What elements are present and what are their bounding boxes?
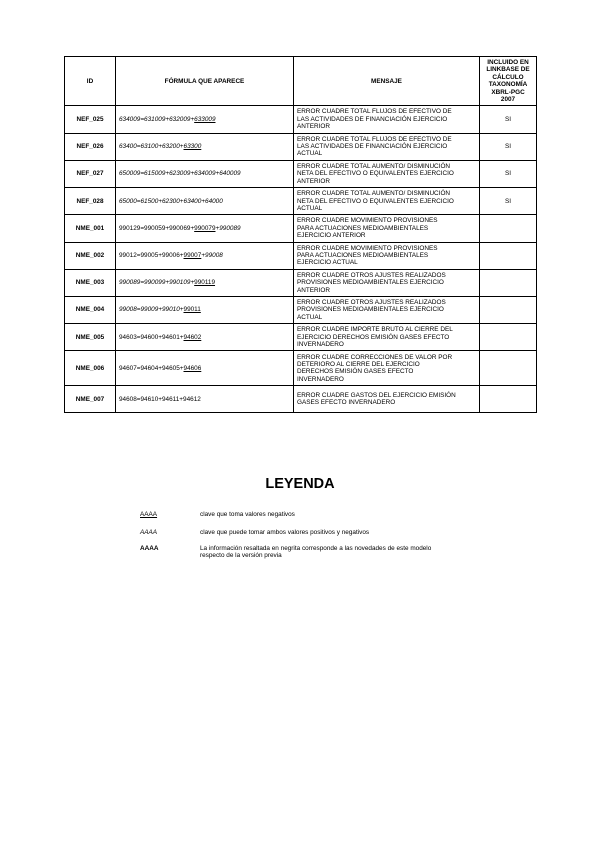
row-message	[294, 215, 480, 242]
row-formula	[116, 106, 294, 133]
row-id: NEF_026	[65, 133, 116, 160]
row-id: NEF_025	[65, 106, 116, 133]
row-included	[480, 215, 537, 242]
row-id: NME_007	[65, 386, 116, 413]
row-formula	[116, 324, 294, 351]
row-included	[480, 386, 537, 413]
legend-key: AAAA	[140, 511, 158, 518]
legend-description	[200, 529, 480, 536]
legend-description-line: respecto de la versión previa	[200, 552, 282, 560]
formula-segment: 63400=63100+63200+	[119, 143, 184, 151]
message-line: PARA ACTUACIONES MEDIOAMBIENTALES	[297, 251, 429, 259]
row-included	[480, 242, 537, 269]
row-message	[294, 351, 480, 386]
row-formula	[116, 296, 294, 323]
message-line: INVERNADERO	[297, 341, 344, 348]
message-line: ACTUAL	[297, 204, 323, 212]
legend-title: LEYENDA	[265, 476, 335, 492]
row-id: NME_003	[65, 269, 116, 296]
message-line: NETA DEL EFECTIVO O EQUIVALENTES EJERCICIO	[297, 197, 454, 205]
table-row	[65, 296, 537, 323]
formula-segment: 94607=94604+94605+	[119, 364, 184, 372]
formula-segment: 94606	[183, 364, 202, 372]
message-line: ERROR CUADRE TOTAL AUMENTO/ DISMINUCIÓN	[297, 190, 451, 198]
table-row	[65, 242, 537, 269]
row-id: NME_001	[65, 215, 116, 242]
message-line: EJERCICIO ANTERIOR	[297, 232, 366, 240]
message-line: EJERCICIO DERECHOS EMISIÓN GASES EFECTO	[297, 333, 450, 341]
message-line: ACTUAL	[297, 313, 323, 321]
row-included	[480, 324, 537, 351]
row-formula	[116, 160, 294, 187]
row-formula	[116, 269, 294, 296]
row-included: SI	[480, 106, 537, 133]
header-message: MENSAJE	[294, 57, 480, 106]
message-line: ERROR CUADRE CORRECCIONES DE VALOR POR	[297, 353, 453, 361]
message-line: ANTERIOR	[297, 286, 331, 294]
row-message	[294, 386, 480, 413]
formula-segment: 990129=990059+990069+	[119, 224, 195, 232]
row-message	[294, 242, 480, 269]
row-message	[294, 296, 480, 323]
message-line: ERROR CUADRE GASTOS DEL EJERCICIO EMISIÓN	[297, 392, 456, 399]
table-row	[65, 106, 537, 133]
formula-segment: +99008	[201, 251, 223, 259]
table-row	[65, 351, 537, 386]
message-line: PROVISIONES MEDIOAMBIENTALES EJERCICIO	[297, 279, 444, 287]
row-id: NME_006	[65, 351, 116, 386]
row-message	[294, 188, 480, 215]
row-formula	[116, 351, 294, 386]
row-included	[480, 269, 537, 296]
legend-description-line: clave que puede tomar ambos valores positivos y negativos	[200, 529, 370, 536]
table-row	[65, 215, 537, 242]
row-message	[294, 269, 480, 296]
formula-segment: 990079	[194, 224, 216, 232]
formula-segment: 990119	[194, 279, 216, 287]
table-row	[65, 188, 537, 215]
formula-segment: +990089	[215, 224, 241, 232]
row-formula	[116, 386, 294, 413]
legend-description	[200, 545, 480, 560]
message-line: ERROR CUADRE MOVIMIENTO PROVISIONES	[297, 244, 438, 252]
row-included	[480, 351, 537, 386]
row-id: NME_002	[65, 242, 116, 269]
message-line: ERROR CUADRE OTROS AJUSTES REALIZADOS	[297, 271, 446, 279]
message-line: DETERIORO AL CIERRE DEL EJERCICIO	[297, 361, 420, 368]
formula-segment: 65000=61500+62300+63400+64000	[119, 197, 223, 205]
message-line: ERROR CUADRE MOVIMIENTO PROVISIONES	[297, 217, 438, 225]
row-message	[294, 324, 480, 351]
message-line: ERROR CUADRE TOTAL FLUJOS DE EFECTIVO DE	[297, 135, 452, 143]
formula-segment: 650009=615009+623009+634009+640009	[119, 170, 241, 178]
message-line: PARA ACTUACIONES MEDIOAMBIENTALES	[297, 224, 429, 232]
row-id: NEF_027	[65, 160, 116, 187]
message-line: EJERCICIO ACTUAL	[297, 259, 358, 267]
message-line: ACTUAL	[297, 150, 323, 158]
header-included: INCLUIDO EN LINKBASE DE CÁLCULO TAXONOMÍA XBRL-PGC 2007	[480, 57, 537, 106]
table-row	[65, 386, 537, 413]
formula-segment: 94602	[183, 333, 202, 341]
formula-segment: 990089=990099+990109+	[119, 279, 195, 287]
row-id: NME_005	[65, 324, 116, 351]
row-message	[294, 106, 480, 133]
row-included: SI	[480, 188, 537, 215]
message-line: ANTERIOR	[297, 123, 331, 131]
formula-segment: 633009	[194, 115, 216, 123]
row-included: SI	[480, 160, 537, 187]
formula-segment: 634009=631009+632009+	[119, 115, 195, 123]
formula-segment: 99007	[183, 251, 202, 259]
legend-description-line: clave que toma valores negativos	[200, 511, 295, 518]
row-included: SI	[480, 133, 537, 160]
formula-segment: 99012=99005+99006+	[119, 251, 184, 259]
header-formula: FÓRMULA QUE APARECE	[116, 57, 294, 106]
row-formula	[116, 133, 294, 160]
legend-description	[200, 511, 480, 518]
message-line: ERROR CUADRE TOTAL AUMENTO/ DISMINUCIÓN	[297, 162, 451, 170]
formula-segment: 99011	[183, 306, 201, 314]
message-line: PROVISIONES MEDIOAMBIENTALES EJERCICIO	[297, 306, 444, 314]
message-line: LAS ACTIVIDADES DE FINANCIACIÓN EJERCICIO	[297, 143, 448, 151]
row-included	[480, 296, 537, 323]
message-line: NETA DEL EFECTIVO O EQUIVALENTES EJERCICIO	[297, 170, 454, 178]
message-line: ERROR CUADRE OTROS AJUSTES REALIZADOS	[297, 298, 446, 306]
message-line: ERROR CUADRE IMPORTE BRUTO AL CIERRE DEL	[297, 326, 453, 334]
row-message	[294, 160, 480, 187]
table-row	[65, 269, 537, 296]
formula-segment: 94608=94610+94611+94612	[119, 395, 201, 403]
row-formula	[116, 242, 294, 269]
formula-segment: 99008=99009+99010+	[119, 306, 184, 314]
message-line: ANTERIOR	[297, 177, 331, 185]
message-line: ERROR CUADRE TOTAL FLUJOS DE EFECTIVO DE	[297, 108, 452, 116]
table-row	[65, 133, 537, 160]
header-id: ID	[65, 57, 116, 106]
message-line: GASES EFECTO INVERNADERO	[297, 399, 396, 407]
table-row	[65, 160, 537, 187]
legend-key: AAAA	[140, 545, 159, 552]
validation-table	[64, 56, 537, 413]
row-id: NME_004	[65, 296, 116, 323]
table-row	[65, 324, 537, 351]
row-formula	[116, 215, 294, 242]
legend-description-line: La información resaltada en negrita corresponde a las novedades de este modelo	[200, 545, 432, 552]
table-header-row	[65, 57, 537, 106]
formula-segment: 94603=94600+94601+	[119, 333, 184, 341]
message-line: DERECHOS EMISIÓN GASES EFECTO	[297, 368, 414, 376]
row-formula	[116, 188, 294, 215]
row-message	[294, 133, 480, 160]
formula-segment: 63300	[183, 143, 202, 151]
legend-key: AAAA	[140, 529, 158, 536]
message-line: INVERNADERO	[297, 375, 344, 383]
row-id: NEF_028	[65, 188, 116, 215]
message-line: LAS ACTIVIDADES DE FINANCIACIÓN EJERCICIO	[297, 115, 448, 123]
